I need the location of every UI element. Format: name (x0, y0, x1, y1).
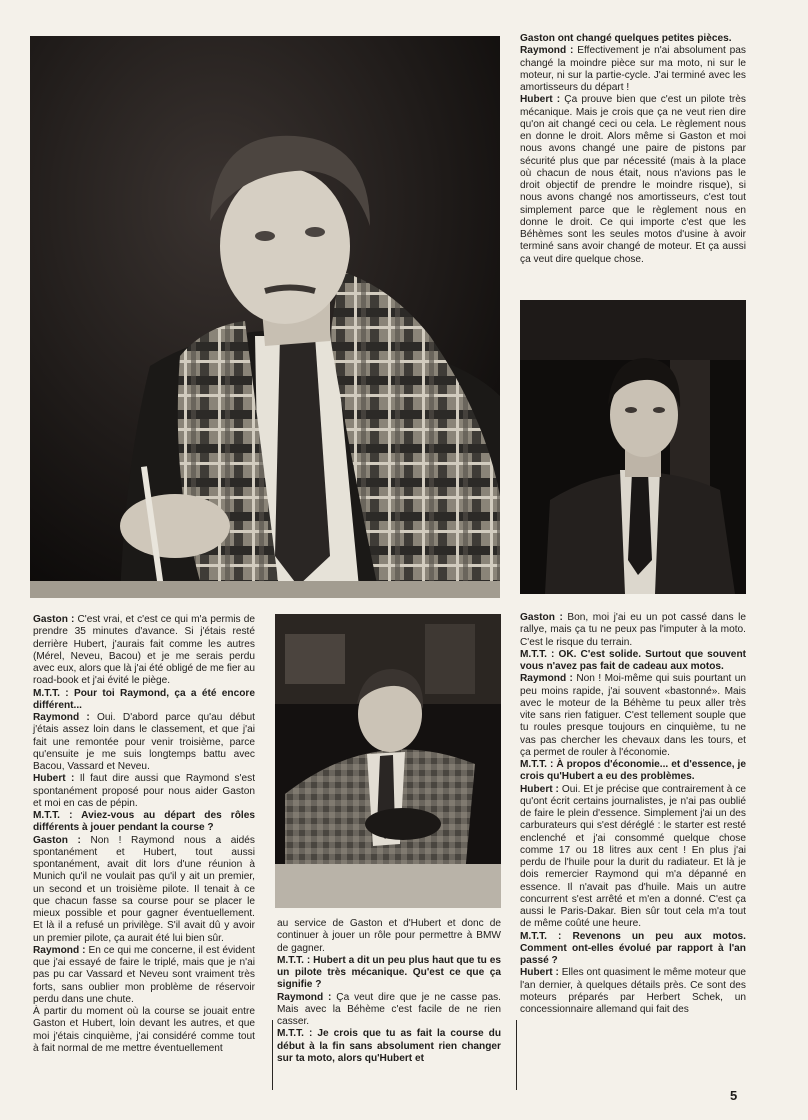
photo-man-in-suit (520, 300, 746, 594)
question-line: M.T.T. : Revenons un peu aux motos. Comment ont-elles évolué par rapport à l'an passé ? (520, 930, 746, 966)
question-line: Gaston ont changé quelques petites pièces. (520, 33, 732, 44)
paragraph: Hubert : Elles ont quasiment le même moteur que l'an dernier, à quelques détails près. Ce sont des moteurs préparés par Herbert Schek, un concessionnaire allemand qui fait des (520, 967, 747, 1015)
paragraph: Gaston : Non ! Raymond nous a aidés spontanément et Hubert, tout aussi spontanément, avait dit lors d'une réunion à Munich qu'il ne voulait pas qu'il y ait un premier, un second et un troisième pilote. Il tenait à ce que chacun fasse sa course pour se placer le mieux possible et pour gagner éventuellement. Et là il a refusé un privilège. S'il avait dû y avoir un premier pilote, ça aurait été lui bien sûr. (33, 834, 255, 944)
paragraph: Gaston : Bon, moi j'ai eu un pot cassé dans le rallye, mais ça tu ne peux pas l'imputer à la moto. C'est le risque du terrain. (520, 612, 746, 648)
paragraph: Raymond : Effectivement je n'ai absolument pas changé la moindre pièce sur ma moto, ni sur le moteur, ni sur la partie-cycle. J'ai terminé avec les amortisseurs du départ ! (520, 45, 746, 93)
paragraph: Raymond : Ça veut dire que je ne casse pas. Mais avec la Béhème c'est facile de ne rien casser. (277, 991, 501, 1027)
column-rule (272, 1020, 273, 1090)
text-column-right-top (520, 33, 746, 266)
question-line: M.T.T. : Pour toi Raymond, ça a été encore différent... (33, 687, 255, 711)
photo-hubert-portrait (30, 36, 500, 598)
text-column-right-bottom (520, 612, 746, 1016)
question-line: M.T.T. : Je crois que tu as fait la course du début à la fin sans absolument rien changer sur ta moto, alors qu'Hubert et (277, 1028, 501, 1064)
page-number: 5 (730, 1088, 738, 1103)
text-column-middle (277, 918, 501, 1065)
text-column-left (33, 614, 255, 1055)
paragraph: au service de Gaston et d'Hubert et donc de continuer à jouer un rôle pour permettre à BMW de gagner. (277, 918, 501, 954)
paragraph: Raymond : En ce qui me concerne, il est évident que j'ai essayé de faire le triplé, mais que je n'ai pas pu car Vassard et Neveu sont vraiment très forts, sans oublier mon problème de réservoir perdu dans une chute. (33, 944, 255, 1005)
question-line: M.T.T. : Aviez-vous au départ des rôles différents à jouer pendant la course ? (33, 810, 255, 834)
paragraph: À partir du moment où la course se jouait entre Gaston et Hubert, loin devant les autres, et que moi j'étais cinquième, j'ai considéré comme tout à fait normal de me mettre éventuellement (33, 1006, 255, 1054)
paragraph: Raymond : Non ! Moi-même qui suis pourtant un peu moins rapide, j'ai souvent «bastonné». Mais avec le moteur de la Béhème tu peux aller très vite sans rien fatiguer. C'est tellement souple que tu roules presque toujours en cinquième, tu ne vas pas chercher les chevaux dans les tours, et ça permet de rouler à l'économie. (520, 673, 746, 758)
question-line: M.T.T. : OK. C'est solide. Surtout que souvent vous n'avez pas fait de cadeau aux motos. (520, 648, 746, 672)
paragraph: Hubert : Ça prouve bien que c'est un pilote très mécanique. Mais je crois que ça ne veut rien dire qu'on ait changé ceci ou cela. Le règlement nous en donne le droit. Alors même si Gaston et moi nous avons changé une paire de pistons par sécurité plus que par nécessité (mais à la place où chacun de nous était, nous n'avions pas le droit objectif de prendre le moindre risque), si nous avons changé nos amortisseurs, c'est tout simplement parce que le règlement nous en donne le droit. Ce qui importe c'est que les Béhèmes sont les seules motos d'usine à avoir terminé sans avoir changé de moteur. Et ça aussi ça veut dire quelque chose. (520, 94, 746, 265)
photo-man-plaid-jacket (275, 614, 501, 908)
column-rule (516, 1020, 517, 1090)
question-line: M.T.T. : Hubert a dit un peu plus haut que tu es un pilote très mécanique. Qu'est ce que ça signifie ? (277, 954, 501, 991)
paragraph: Gaston : C'est vrai, et c'est ce qui m'a permis de prendre 35 minutes d'avance. Si j'étais resté derrière Hubert, j'aurais fait comme les autres (Mérel, Neveu, Bacou) et je me serais perdu avec eux, alors que là j'ai été obligé de me fier au road-book et j'ai évité le piège. (33, 614, 256, 687)
paragraph: Hubert : Il faut dire aussi que Raymond s'est spontanément proposé pour nous aider Gaston et moi en cas de pépin. (33, 773, 256, 809)
question-line: M.T.T. : À propos d'économie... et d'essence, je crois qu'Hubert a eu des problèmes. (520, 759, 746, 783)
paragraph: Hubert : Oui. Et je précise que contrairement à ce qu'ont écrit certains journalistes, je n'ai pas oublié de faire le plein d'essence. Simplement j'ai un des carburateurs qui s'est déréglé : le starter est resté enclenché et j'ai consommé quelque chose comme 17 ou 18 litres aux cent ! En plus j'ai perdu de l'huile pour la durit du radiateur. Et là je dois remercier Raymond qui m'a dépanné en essence. Il n'avait pas d'huile. Mais un autre concurrent s'est arrêté et m'en a donné. C'est ça aussi le Paris-Dakar. Bien sûr tout cela m'a tout de même coûté une heure. (520, 783, 747, 930)
paragraph: Raymond : Oui. D'abord parce qu'au début j'étais assez loin dans le classement, et que j'ai fait une remontée pour venir troisième, parce qu'ensuite je me suis longtemps battu avec Bacou, Vassard et Neveu. (33, 712, 255, 772)
